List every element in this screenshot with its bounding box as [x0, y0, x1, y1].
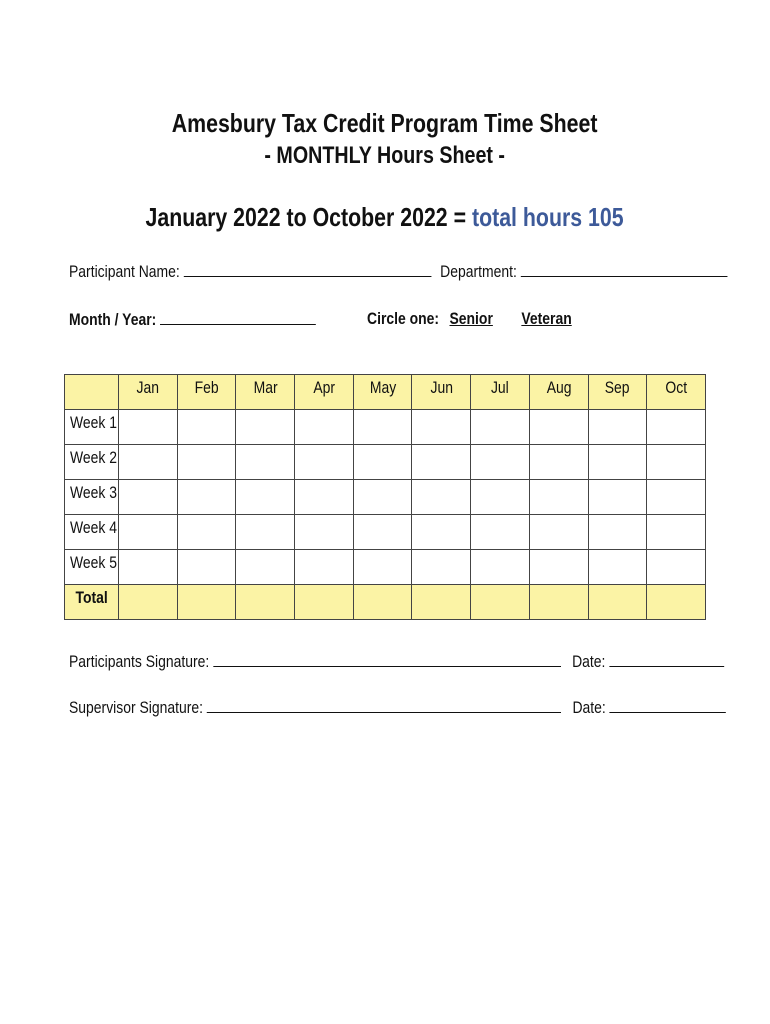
- hours-cell[interactable]: [295, 410, 354, 445]
- supervisor-date-field[interactable]: [610, 697, 726, 713]
- hours-cell[interactable]: [177, 480, 236, 515]
- month-header: May: [353, 375, 412, 410]
- hours-cell[interactable]: [588, 445, 647, 480]
- month-year-field[interactable]: [160, 309, 316, 325]
- supervisor-signature-label: Supervisor Signature:: [69, 698, 204, 717]
- form-subtitle: [0, 142, 770, 170]
- total-cell[interactable]: [588, 585, 647, 620]
- total-row: [65, 585, 706, 620]
- hours-cell[interactable]: [236, 410, 295, 445]
- total-cell[interactable]: [236, 585, 295, 620]
- week-label: Week 4: [65, 515, 119, 550]
- participant-date-field[interactable]: [609, 651, 724, 667]
- hours-cell[interactable]: [177, 550, 236, 585]
- hours-cell[interactable]: [119, 410, 178, 445]
- month-header: Jun: [412, 375, 471, 410]
- hours-cell[interactable]: [353, 550, 412, 585]
- hours-cell[interactable]: [529, 550, 588, 585]
- total-hours-text: total hours 105: [472, 202, 625, 232]
- participant-name-row-inner: [69, 261, 727, 282]
- hours-cell[interactable]: [412, 445, 471, 480]
- hours-cell[interactable]: [588, 515, 647, 550]
- hours-cell[interactable]: [471, 410, 530, 445]
- hours-cell[interactable]: [177, 445, 236, 480]
- hours-cell[interactable]: [471, 515, 530, 550]
- circle-one-row: [367, 309, 617, 329]
- hours-cell[interactable]: [236, 445, 295, 480]
- hours-cell[interactable]: [471, 480, 530, 515]
- form-title-text: Amesbury Tax Credit Program Time Sheet: [172, 108, 598, 138]
- hours-cell[interactable]: [647, 445, 706, 480]
- hours-cell[interactable]: [529, 515, 588, 550]
- hours-cell[interactable]: [471, 550, 530, 585]
- supervisor-signature-row: [69, 697, 770, 718]
- department-field[interactable]: [521, 261, 728, 277]
- department-label: Department:: [440, 262, 517, 281]
- week-row: [65, 445, 706, 480]
- participant-signature-row-inner: [69, 651, 724, 672]
- total-cell[interactable]: [295, 585, 354, 620]
- hours-table: [64, 374, 706, 620]
- supervisor-date-label: Date:: [572, 698, 606, 717]
- hours-cell[interactable]: [236, 480, 295, 515]
- participant-name-row: [69, 261, 770, 282]
- hours-cell[interactable]: [471, 445, 530, 480]
- participant-signature-field[interactable]: [213, 651, 561, 667]
- hours-cell[interactable]: [119, 445, 178, 480]
- hours-cell[interactable]: [412, 515, 471, 550]
- month-header: Sep: [588, 375, 647, 410]
- period-text: January 2022 to October 2022 =: [145, 202, 467, 232]
- hours-cell[interactable]: [295, 445, 354, 480]
- hours-cell[interactable]: [119, 550, 178, 585]
- month-year-row-inner: [69, 309, 316, 330]
- participant-signature-row: [69, 651, 770, 672]
- total-label: Total: [65, 585, 119, 620]
- hours-cell[interactable]: [295, 550, 354, 585]
- hours-cell[interactable]: [647, 515, 706, 550]
- participant-date-label: Date:: [572, 652, 606, 671]
- total-cell[interactable]: [647, 585, 706, 620]
- hours-cell[interactable]: [412, 550, 471, 585]
- hours-cell[interactable]: [295, 515, 354, 550]
- hours-cell[interactable]: [647, 550, 706, 585]
- week-label: Week 2: [65, 445, 119, 480]
- total-cell[interactable]: [353, 585, 412, 620]
- hours-cell[interactable]: [588, 550, 647, 585]
- month-header: Feb: [177, 375, 236, 410]
- participant-signature-label: Participants Signature:: [69, 652, 210, 671]
- hours-cell[interactable]: [295, 480, 354, 515]
- hours-cell[interactable]: [647, 410, 706, 445]
- hours-cell[interactable]: [119, 515, 178, 550]
- hours-cell[interactable]: [353, 445, 412, 480]
- week-label: Week 5: [65, 550, 119, 585]
- month-header: Mar: [236, 375, 295, 410]
- total-cell[interactable]: [529, 585, 588, 620]
- hours-cell[interactable]: [412, 480, 471, 515]
- hours-cell[interactable]: [647, 480, 706, 515]
- hours-cell[interactable]: [353, 480, 412, 515]
- month-header: Apr: [295, 375, 354, 410]
- hours-cell[interactable]: [529, 410, 588, 445]
- hours-cell[interactable]: [119, 480, 178, 515]
- week-label: Week 1: [65, 410, 119, 445]
- circle-one-label: Circle one:: [367, 309, 440, 328]
- hours-cell[interactable]: [588, 410, 647, 445]
- week-row: [65, 480, 706, 515]
- week-row: [65, 410, 706, 445]
- hours-cell[interactable]: [588, 480, 647, 515]
- month-year-label: Month / Year:: [69, 310, 157, 329]
- hours-cell[interactable]: [177, 410, 236, 445]
- hours-cell[interactable]: [236, 515, 295, 550]
- participant-name-field[interactable]: [184, 261, 432, 277]
- hours-cell[interactable]: [412, 410, 471, 445]
- form-subtitle-text: - MONTHLY Hours Sheet -: [264, 142, 506, 169]
- month-header: Jul: [471, 375, 530, 410]
- hours-cell[interactable]: [529, 445, 588, 480]
- month-header: Oct: [647, 375, 706, 410]
- week-row: [65, 550, 706, 585]
- total-cell[interactable]: [177, 585, 236, 620]
- veteran-option[interactable]: Veteran: [521, 309, 572, 328]
- month-year-row: [69, 309, 370, 330]
- week-label: Week 3: [65, 480, 119, 515]
- total-cell[interactable]: [471, 585, 530, 620]
- total-cell[interactable]: [412, 585, 471, 620]
- hours-cell[interactable]: [353, 515, 412, 550]
- circle-one-row-inner: [367, 309, 572, 329]
- form-title: [0, 108, 770, 139]
- supervisor-signature-field[interactable]: [207, 697, 561, 713]
- corner-cell: [65, 375, 119, 410]
- period-line-inner: [146, 202, 624, 233]
- hours-cell[interactable]: [177, 515, 236, 550]
- month-header: Aug: [529, 375, 588, 410]
- participant-name-label: Participant Name:: [69, 262, 180, 281]
- month-header-row: [65, 375, 706, 410]
- week-row: [65, 515, 706, 550]
- hours-cell[interactable]: [236, 550, 295, 585]
- senior-option[interactable]: Senior: [449, 309, 493, 328]
- hours-cell[interactable]: [353, 410, 412, 445]
- month-header: Jan: [119, 375, 178, 410]
- supervisor-signature-row-inner: [69, 697, 726, 718]
- total-cell[interactable]: [119, 585, 178, 620]
- hours-cell[interactable]: [529, 480, 588, 515]
- period-line: [0, 202, 770, 233]
